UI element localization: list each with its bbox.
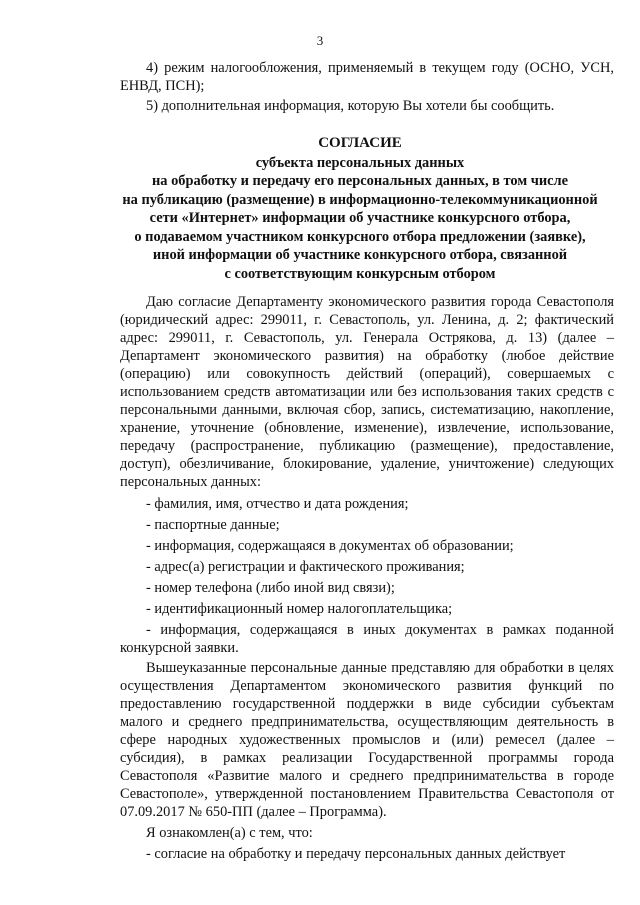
consent-heading <box>100 134 620 283</box>
acknowledged-line: Я ознакомлен(а) с тем, что: <box>146 825 313 841</box>
top-list <box>120 59 614 115</box>
heading-line: субъекта персональных данных <box>255 154 465 171</box>
personal-data-item: - паспортные данные; <box>146 517 280 533</box>
heading-line: на публикацию (размещение) в информационно-телекоммуникационной <box>122 191 598 208</box>
validity-line: - согласие на обработку и передачу персональных данных действует <box>146 846 566 862</box>
list-item-additional-info: 5) дополнительная информация, которую Вы хотели бы сообщить. <box>146 98 555 114</box>
heading-line: на обработку и передачу его персональных данных, в том числе <box>152 173 568 189</box>
list-item-tax-regime: 4) режим налогообложения, применяемый в текущем году (ОСНО, УСН, ЕНВД, ПСН); <box>120 60 614 94</box>
personal-data-item: - адрес(а) регистрации и фактического проживания; <box>146 559 465 575</box>
personal-data-item: - фамилия, имя, отчество и дата рождения; <box>146 496 409 512</box>
heading-line: о подаваемом участником конкурсного отбора предложении (заявке), <box>134 228 586 245</box>
heading-line: сети «Интернет» информации об участнике конкурсного отбора, <box>149 210 571 226</box>
heading-title: СОГЛАСИЕ <box>318 135 402 151</box>
heading-line: иной информации об участнике конкурсного отбора, связанной <box>152 247 568 263</box>
heading-line: с соответствующим конкурсным отбором <box>224 265 496 282</box>
consent-body <box>120 293 614 863</box>
purpose-paragraph: Вышеуказанные персональные данные представляю для обработки в целях осуществления Департаментом экономического развития функций по предоставлению государственной поддержки в виде субсидии субъектам малого и среднего предпринимательства, осуществляющим деятельность в сфере народных художественных промыслов и (или) ремесел (далее – субсидия), в рамках реализации Государственной программы города Севастополя «Развитие малого и среднего предпринимательства в городе Севастополе», утвержденной постановлением Правительства Севастополя от 07.09.2017 № 650-ПП (далее – Программа). <box>120 660 614 820</box>
personal-data-item: - номер телефона (либо иной вид связи); <box>146 580 395 596</box>
consent-paragraph: Даю согласие Департаменту экономического развития города Севастополя (юридический адрес: 299011, г. Севастополь, ул. Ленина, д. 2; фактический адрес: 299011, г. Севастополь, ул. Генерала Острякова, д. 13) (далее – Департамент экономического развития) на обработку (любое действие (операцию) или совокупность действий (операций), совершаемых с использованием средств автоматизации или без использования таких средств с персональными данными, включая сбор, запись, систематизацию, накопление, хранение, уточнение (обновление, изменение), извлечение, использование, передачу (распространение, публикацию (размещение), предоставление, доступ), обезличивание, блокирование, удаление, уничтожение) следующих персональных данных: <box>120 294 614 490</box>
page-number: 3 <box>316 33 324 48</box>
personal-data-item: - информация, содержащаяся в иных документах в рамках поданной конкурсной заявки. <box>120 622 614 656</box>
personal-data-item: - идентификационный номер налогоплательщика; <box>146 601 453 617</box>
personal-data-item: - информация, содержащаяся в документах об образовании; <box>146 538 514 554</box>
personal-data-list <box>120 495 614 657</box>
